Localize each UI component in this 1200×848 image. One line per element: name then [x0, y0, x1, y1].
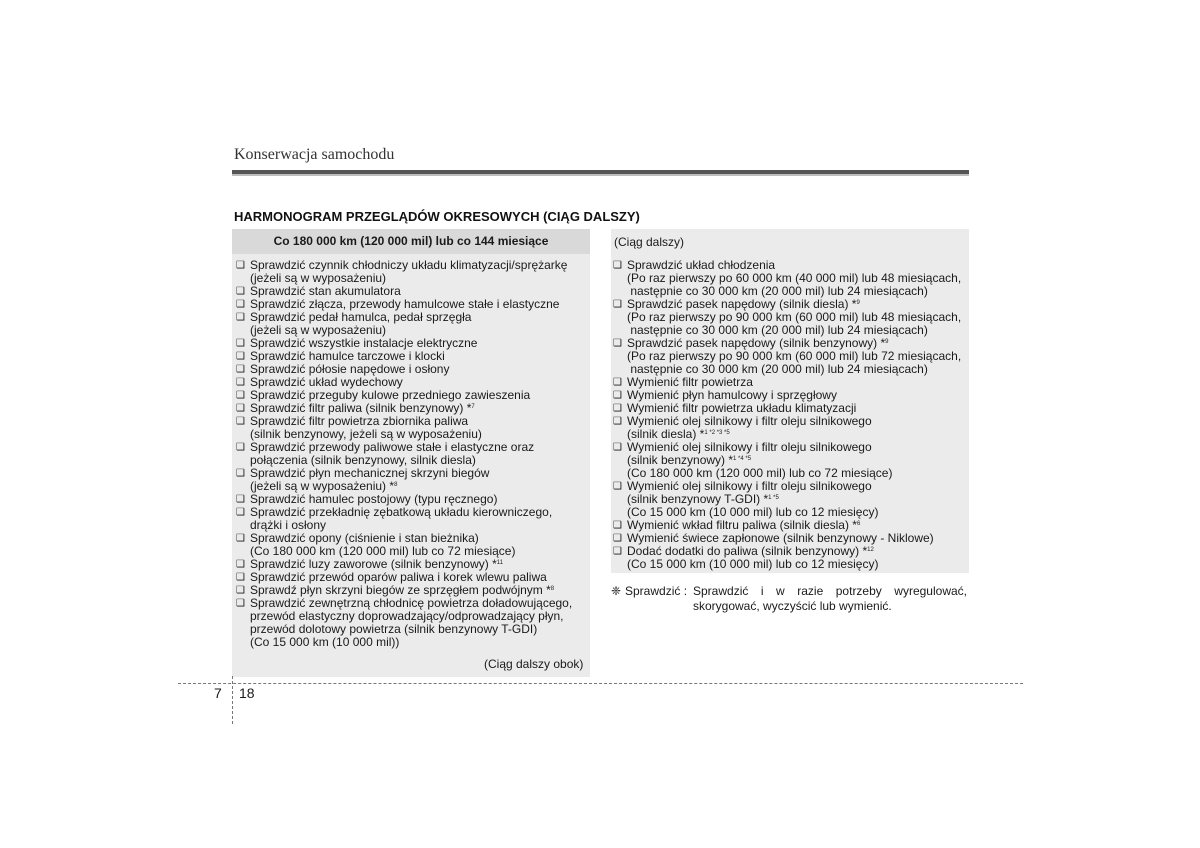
- checklist-item-text: Sprawdzić złącza, przewody hamulcowe stałe i elastyczne: [250, 297, 560, 311]
- checklist-item-text: Sprawdzić luzy zaworowe (silnik benzynowy) *: [250, 557, 497, 571]
- checklist-item-text: Sprawdzić pasek napędowy (silnik benzynowy) *: [627, 336, 886, 350]
- checkbox-icon: ❑: [613, 377, 622, 388]
- footnote-ref: 1 *2 *3 *5: [704, 430, 730, 436]
- checklist-item-text: Wymienić filtr powietrza układu klimatyzacji: [627, 401, 857, 415]
- checkbox-icon: ❑: [613, 299, 622, 310]
- checkbox-icon: ❑: [236, 507, 245, 518]
- header-rule-shadow: [232, 174, 969, 176]
- continued-label: (Ciąg dalszy): [614, 235, 685, 249]
- chapter-number: 7: [214, 685, 222, 701]
- checklist-item: [613, 337, 967, 376]
- checklist-item-text: Wymienić olej silnikowy i filtr oleju silnikowego: [627, 440, 872, 454]
- checklist-item-text: Sprawdzić zewnętrzną chłodnicę powietrza doładowującego,: [250, 596, 573, 610]
- checklist-item-detail: przewód dolotowy powietrza (silnik benzynowy T-GDI): [250, 622, 538, 636]
- checkbox-icon: ❑: [236, 416, 245, 427]
- checklist-item-text: Sprawdzić pedał hamulca, pedał sprzęgła: [250, 310, 472, 324]
- checklist-item-detail: (jeżeli są w wyposażeniu): [250, 271, 387, 285]
- checkbox-icon: ❑: [613, 260, 622, 271]
- checkbox-icon: ❑: [236, 598, 245, 609]
- checklist-item-text: Sprawdzić przekładnię zębatkową układu kierowniczego,: [250, 505, 553, 519]
- checklist-item-detail: (Co 15 000 km (10 000 mil)): [250, 635, 400, 649]
- checklist-item-text: Sprawdzić półosie napędowe i osłony: [250, 362, 450, 376]
- checkbox-icon: ❑: [236, 494, 245, 505]
- note-label: Sprawdzić :: [625, 584, 688, 598]
- checklist-item: [236, 467, 588, 493]
- checkbox-icon: ❑: [236, 442, 245, 453]
- checkbox-icon: ❑: [236, 260, 245, 271]
- checkbox-icon: ❑: [236, 585, 245, 596]
- checkbox-icon: ❑: [613, 533, 622, 544]
- checklist-item-detail: (Po raz pierwszy po 90 000 km (60 000 mil) lub 48 miesiącach,: [627, 310, 962, 324]
- footnote-ref: 12: [867, 547, 874, 553]
- checklist-item-text: Sprawdzić filtr paliwa (silnik benzynowy) *: [250, 401, 472, 415]
- checklist-item-text: Wymienić olej silnikowy i filtr oleju silnikowego: [627, 479, 872, 493]
- checkbox-icon: ❑: [613, 338, 622, 349]
- checkbox-icon: ❑: [236, 468, 245, 479]
- checkbox-icon: ❑: [613, 442, 622, 453]
- checkbox-icon: ❑: [613, 546, 622, 557]
- checklist-item: [236, 506, 588, 532]
- checklist-item-text: Sprawdzić wszystkie instalacje elektryczne: [250, 336, 478, 350]
- left-checklist: [236, 259, 588, 649]
- checklist-item-detail: (silnik benzynowy T-GDI) *: [627, 492, 769, 506]
- checkbox-icon: ❑: [236, 286, 245, 297]
- continued-next-label: (Ciąg dalszy obok): [484, 657, 584, 671]
- checklist-item-detail: połączenia (silnik benzynowy, silnik diesla): [250, 453, 476, 467]
- checkbox-icon: ❑: [236, 338, 245, 349]
- checkbox-icon: ❑: [236, 559, 245, 570]
- footnote-ref: 11: [496, 560, 503, 566]
- note-text: Sprawdzić i w razie potrzeby wyregulować, skorygować, wyczyścić lub wymienić.: [693, 584, 967, 613]
- footnote-ref: 8: [394, 482, 398, 488]
- note-symbol-icon: ❈: [611, 584, 622, 598]
- page-number: 18: [239, 685, 255, 701]
- checklist-item: [236, 597, 588, 649]
- checkbox-icon: ❑: [613, 520, 622, 531]
- checklist-item: [236, 311, 588, 337]
- checklist-item-detail: (Co 180 000 km (120 000 mil) lub co 72 miesiące): [250, 544, 516, 558]
- checklist-item: [236, 441, 588, 467]
- checklist-item-detail: (silnik benzynowy) *: [627, 453, 734, 467]
- checklist-item-detail: (Po raz pierwszy po 90 000 km (60 000 mil) lub 72 miesiącach,: [627, 349, 962, 363]
- checkbox-icon: ❑: [236, 390, 245, 401]
- footnote-ref: 1 *5: [768, 495, 779, 501]
- checklist-item-text: Sprawdzić opony (ciśnienie i stan bieżnika): [250, 531, 479, 545]
- checklist-item-text: Sprawdzić płyn mechanicznej skrzyni biegów: [250, 466, 490, 480]
- checklist-item-detail: (silnik diesla) *: [627, 427, 705, 441]
- checklist-item: [613, 545, 967, 571]
- checklist-item-text: Sprawdzić hamulec postojowy (typu ręcznego): [250, 492, 498, 506]
- checklist-item-text: Sprawdzić pasek napędowy (silnik diesla) *: [627, 297, 857, 311]
- right-checklist: [613, 259, 967, 571]
- checklist-item-text: Sprawdzić przewód oparów paliwa i korek wlewu paliwa: [250, 570, 547, 584]
- checklist-item-detail: następnie co 30 000 km (20 000 mil) lub 24 miesiącach): [627, 323, 928, 337]
- checklist-item-text: Sprawdzić układ chłodzenia: [627, 258, 776, 272]
- checklist-item: [613, 441, 967, 480]
- checklist-item-detail: przewód elastyczny doprowadzający/odprowadzający płyn,: [250, 609, 564, 623]
- footnote-ref: 9: [856, 300, 860, 306]
- checklist-item-text: Dodać dodatki do paliwa (silnik benzynowy) *: [627, 544, 868, 558]
- checklist-item-text: Wymienić świece zapłonowe (silnik benzynowy - Niklowe): [627, 531, 934, 545]
- checklist-item-detail: (jeżeli są w wyposażeniu): [250, 323, 387, 337]
- checklist-item: [613, 298, 967, 337]
- checkbox-icon: ❑: [236, 377, 245, 388]
- page-header-title: Konserwacja samochodu: [234, 146, 395, 163]
- checklist-item: [236, 532, 588, 558]
- checklist-item-detail: (Co 15 000 km (10 000 mil) lub co 12 miesięcy): [627, 505, 879, 519]
- page-number-divider: [232, 676, 233, 724]
- checklist-item-detail: następnie co 30 000 km (20 000 mil) lub 24 miesiącach): [627, 362, 928, 376]
- checklist-item-text: Sprawdź płyn skrzyni biegów ze sprzęgłem podwójnym *: [250, 583, 551, 597]
- footnote-ref: 8: [550, 586, 555, 592]
- section-title: HARMONOGRAM PRZEGLĄDÓW OKRESOWYCH (CIĄG DALSZY): [234, 209, 640, 224]
- checkbox-icon: ❑: [613, 416, 622, 427]
- checkbox-icon: ❑: [613, 390, 622, 401]
- checkbox-icon: ❑: [236, 572, 245, 583]
- checkbox-icon: ❑: [613, 481, 622, 492]
- footnote-ref: 9: [885, 339, 889, 345]
- checkbox-icon: ❑: [613, 403, 622, 414]
- checklist-item: [613, 480, 967, 519]
- checklist-item-detail: (Co 180 000 km (120 000 mil) lub co 72 miesiące): [627, 466, 893, 480]
- footnote-ref: 1 *4 *5: [733, 456, 752, 462]
- checklist-item: [613, 415, 967, 441]
- checkbox-icon: ❑: [236, 312, 245, 323]
- checkbox-icon: ❑: [236, 403, 245, 414]
- checklist-item-text: Sprawdzić hamulce tarczowe i klocki: [250, 349, 445, 363]
- checklist-item-text: Wymienić olej silnikowy i filtr oleju silnikowego: [627, 414, 872, 428]
- checklist-item-text: Sprawdzić przewody paliwowe stałe i elastyczne oraz: [250, 440, 535, 454]
- checklist-item-text: Sprawdzić układ wydechowy: [250, 375, 403, 389]
- checklist-item-text: Wymienić filtr powietrza: [627, 375, 753, 389]
- checklist-item-text: Wymienić wkład filtru paliwa (silnik diesla) *: [627, 518, 857, 532]
- footnote-ref: 7: [471, 404, 475, 410]
- checklist-item-detail: drążki i osłony: [250, 518, 327, 532]
- checklist-item-detail: następnie co 30 000 km (20 000 mil) lub 24 miesiącach): [627, 284, 928, 298]
- checklist-item: [236, 415, 588, 441]
- checklist-item: [613, 259, 967, 298]
- checkbox-icon: ❑: [236, 364, 245, 375]
- checklist-item-detail: (Po raz pierwszy po 60 000 km (40 000 mil) lub 48 miesiącach,: [627, 271, 962, 285]
- checkbox-icon: ❑: [236, 533, 245, 544]
- checklist-item-text: Sprawdzić stan akumulatora: [250, 284, 401, 298]
- checklist-item-detail: (Co 15 000 km (10 000 mil) lub co 12 miesięcy): [627, 557, 879, 571]
- checklist-item: [236, 259, 588, 285]
- checklist-item-text: Sprawdzić czynnik chłodniczy układu klimatyzacji/sprężarkę: [250, 258, 568, 272]
- footnote-ref: 6: [856, 521, 861, 527]
- checklist-item-detail: (silnik benzynowy, jeżeli są w wyposażeniu): [250, 427, 482, 441]
- footer-divider: [178, 683, 1023, 684]
- checklist-item-detail: (jeżeli są w wyposażeniu) *: [250, 479, 395, 493]
- interval-heading: Co 180 000 km (120 000 mil) lub co 144 miesiące: [232, 229, 590, 254]
- checkbox-icon: ❑: [236, 299, 245, 310]
- checklist-item-text: Wymienić płyn hamulcowy i sprzęgłowy: [627, 388, 837, 402]
- checklist-item-text: Sprawdzić filtr powietrza zbiornika paliwa: [250, 414, 469, 428]
- checklist-item-text: Sprawdzić przeguby kulowe przedniego zawieszenia: [250, 388, 531, 402]
- checkbox-icon: ❑: [236, 351, 245, 362]
